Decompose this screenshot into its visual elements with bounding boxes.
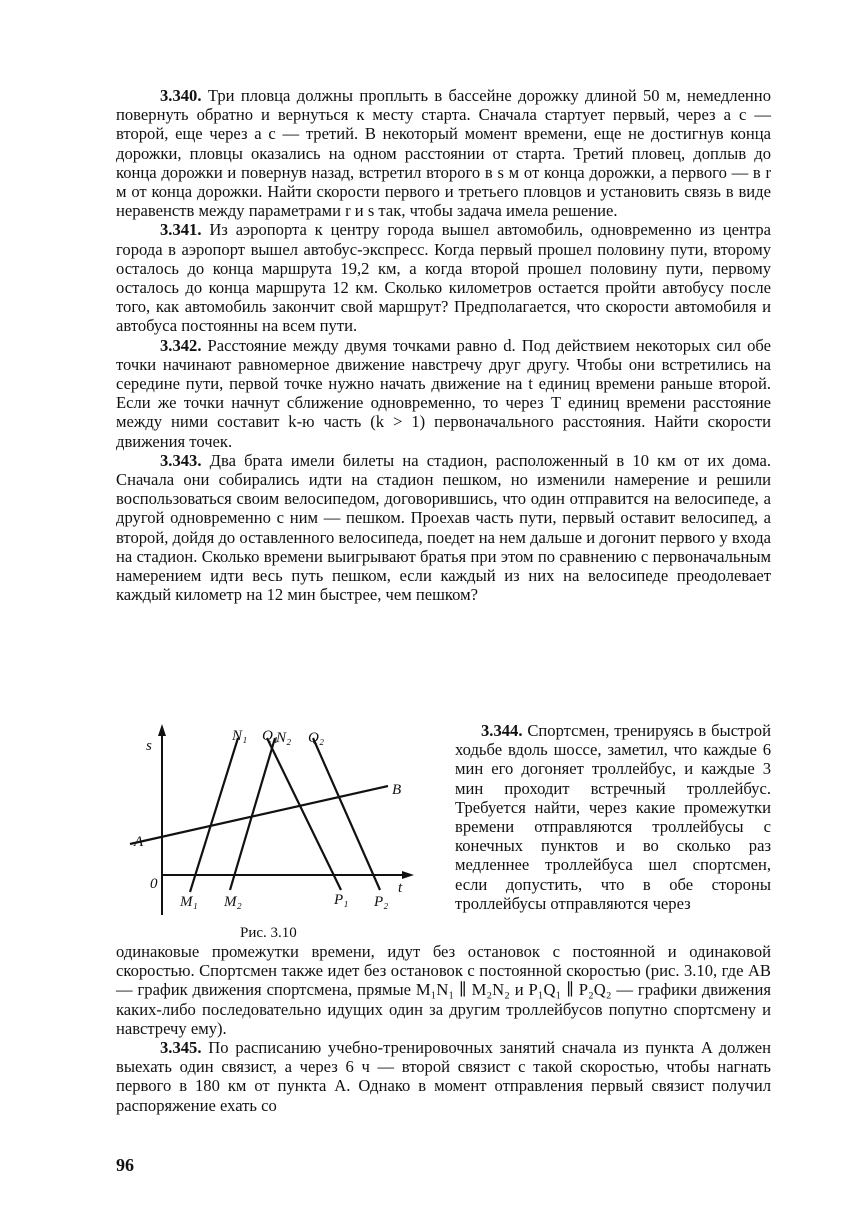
page-number: 96 (116, 1155, 134, 1175)
problem-3-345 (116, 1038, 771, 1115)
problem-3-343 (116, 451, 771, 605)
label-Q1: Q₁ (262, 728, 279, 744)
problem-number: 3.345. (160, 1038, 202, 1058)
problem-text: Три пловца должны проплыть в бассейне дорожку длиной 50 м, немедленно повернуть обратно и вернуться к месту старта. Сначала стартует первый, через a с — второй, еще через a с — третий. В некоторый момент времени, еще не достигнув конца дорожки, пловцы оказались на одном расстоянии от старта. Третий пловец, доплыв до конца дорожки и повернув назад, встретил второго в s м от конца дорожки, а первого — в r м от конца дорожки. Найти скорости первого и третьего пловцов и установить связь в виде неравенств между параметрами r и s так, чтобы задача имела решение. (116, 86, 771, 221)
label-origin: 0 (150, 876, 158, 892)
label-M1: M₁ (180, 894, 198, 910)
label-s: s (146, 738, 152, 754)
label-Q2: Q₂ (308, 730, 325, 746)
label-N1: N₁ (232, 728, 248, 744)
problem-3-341 (116, 220, 771, 335)
line-M1N1 (190, 738, 238, 892)
problems-344-345 (116, 942, 771, 1115)
problem-3-342 (116, 336, 771, 451)
problem-text: По расписанию учебно-тренировочных занятий сначала из пункта A должен выехать один связист, а через 6 ч — второй связист с такой скоростью, чтобы нагнать первого в 180 км от пункта A. Однако в момент отправления первый связист получил распоряжение ехать со (116, 1038, 771, 1115)
problem-3-340 (116, 86, 771, 220)
problem-3-344-side (455, 721, 771, 913)
label-P2: P₂ (374, 894, 389, 910)
t-axis-arrow (402, 871, 414, 879)
label-P1: P₁ (334, 892, 349, 908)
problem-number: 3.343. (160, 450, 202, 470)
problem-number: 3.342. (160, 335, 202, 355)
figure-caption: Рис. 3.10 (240, 925, 297, 941)
problems-340-343 (116, 86, 771, 604)
problem-text: Спортсмен, тренируясь в быстрой ходьбе вдоль шоссе, заметил, что каждые 6 мин его догоняет троллейбус, и каждые 3 мин проходит встречный троллейбус. Требуется найти, через какие промежутки времени отправляются троллейбусы с конечных пунктов и во сколько раз медленнее троллейбуса шел спортсмен, если допустить, что в обе стороны троллейбусы отправляются через (455, 721, 771, 913)
label-N2: N₂ (276, 730, 292, 746)
line-P2Q2 (313, 738, 380, 890)
problem-text: Из аэропорта к центру города вышел автомобиль, одновременно из центра города в аэропорт вышел автобус-экспресс. Когда первый прошел половину пути, второму осталось до конца маршрута 19,2 км, а когда второй прошел половину пути, первому осталось до конца маршрута 12 км. Сколько километров остается пройти автобусу после того, как автомобиль закончит свой маршрут? Предполагается, что скорости автомобиля и автобуса постоянны на всем пути. (116, 220, 771, 336)
problem-number: 3.344. (481, 721, 523, 740)
label-B: B (392, 782, 402, 798)
problem-number: 3.340. (160, 86, 202, 105)
problem-text: Два брата имели билеты на стадион, расположенный в 10 км от их дома. Сначала они собирались идти на стадион пешком, но изменили намерение и решили воспользоваться своим велосипедом, договорившись, что один отправится на велосипеде, а другой одновременно с ним — пешком. Проехав часть пути, первый оставит велосипед, а второй, дойдя до оставленного велосипеда, поедет на нем дальше и догонит первого у входа на стадион. Сколько времени выигрывают братья при этом по сравнению с первоначальным намерением идти весь путь пешком, если каждый из них на велосипеде преодолевает каждый километр на 12 мин быстрее, чем пешком? (116, 450, 771, 605)
label-t: t (398, 880, 403, 896)
s-axis-arrow (158, 724, 166, 736)
problem-number: 3.341. (160, 220, 202, 240)
problem-3-344-continued: одинаковые промежутки времени, идут без остановок с постоянной и одинаковой скоростью. Спортсмен также идет без остановок с постоянной скоростью (рис. 3.10, где AB — график движения спортсмена, прямые M₁N₁ ∥ M₂N₂ и P₁Q₁ ∥ P₂Q₂ — графики движения каких-либо последовательно идущих один за другим троллейбусов попутно спортсмену и навстречу ему). (116, 942, 771, 1038)
label-A: A (134, 834, 144, 850)
line-P1Q1 (267, 738, 341, 890)
label-M2: M₂ (224, 894, 242, 910)
problem-text: Расстояние между двумя точками равно d. Под действием некоторых сил обе точки начинают равномерное движение навстречу друг другу. Чтобы они встретились на середине пути, первой точке нужно начать движение на t единиц времени раньше второй. Если же точки начнут сближение одновременно, то через T единиц времени расстояние между ними составит k-ю часть (k > 1) первоначального расстояния. Найти скорости движения точек. (116, 335, 771, 451)
motion-graph (116, 720, 446, 940)
